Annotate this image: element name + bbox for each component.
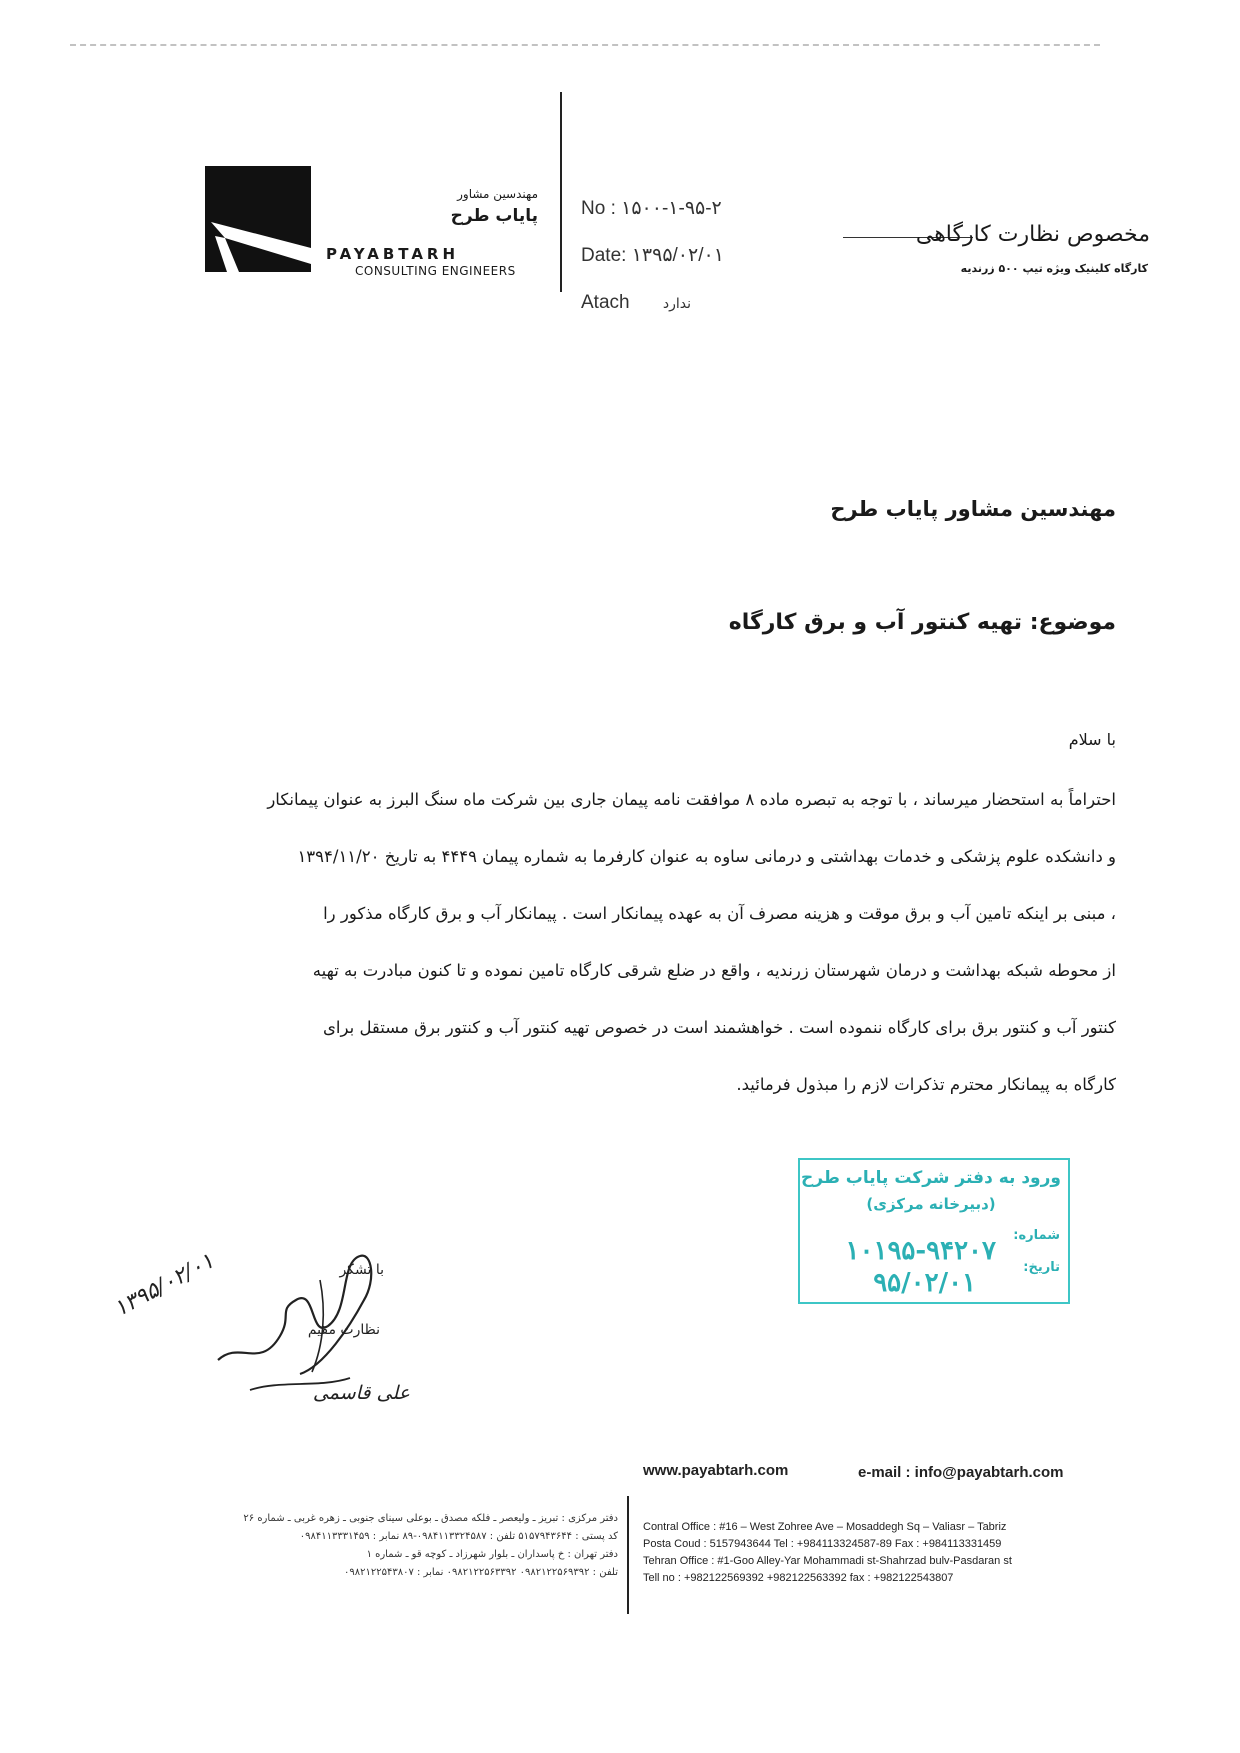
letter-number-label: No : — [581, 198, 616, 219]
footer-address-en-line: Tehran Office : #1-Goo Alley-Yar Mohammadi st-Shahrzad bulv-Pasdaran st — [643, 1555, 1012, 1567]
signature-role: نظارت مقیم — [307, 1322, 380, 1338]
footer-website-link[interactable]: www.payabtarh.com — [643, 1462, 789, 1479]
letter-attach-label: Atach — [581, 292, 630, 313]
salutation: با سلام — [1068, 730, 1116, 749]
signature-scribble-icon — [200, 1240, 400, 1410]
stamp-title: ورود به دفتر شرکت پایاب طرح — [801, 1168, 1061, 1188]
recipient-line: مهندسین مشاور پایاب طرح — [830, 497, 1116, 521]
project-subtitle: کارگاه کلینیک ویژه تیپ ۵۰۰ زرندیه — [960, 262, 1148, 275]
body-line: ، مبنی بر اینکه تامین آب و برق موقت و هزینه مصرف آن به عهده پیمانکار است . پیمانکار آب و برق کارگاه مذکور را — [323, 904, 1116, 923]
footer-email-link[interactable]: e-mail : info@payabtarh.com — [858, 1464, 1064, 1481]
letter-date-row — [581, 244, 724, 267]
stamp-number-value: ۱۰۱۹۵-۹۴۲۰۷ — [845, 1236, 996, 1266]
stamp-number-label: شماره: — [1013, 1228, 1060, 1243]
project-title: مخصوص نظارت کارگاهی — [915, 222, 1150, 247]
body-line: و دانشکده علوم پزشکی و خدمات بهداشتی و درمانی ساوه به عنوان کارفرما به شماره پیمان ۴۴۴۹ به تاریخ ۱۳۹۴/۱۱/۲۰ — [297, 847, 1116, 866]
footer-address-fa-line: تلفن : ۰۹۸۲۱۲۲۵۶۹۳۹۲ ۰۹۸۲۱۲۲۵۶۳۳۹۲ نمابر : ۰۹۸۲۱۲۲۵۴۳۸۰۷ — [344, 1567, 618, 1578]
logo-english-name: PAYABTARH — [326, 245, 460, 263]
logo-english-subtitle: CONSULTING ENGINEERS — [355, 264, 516, 278]
body-line: از محوطه شبکه بهداشت و درمان شهرستان زرندیه ، واقع در ضلع شرقی کارگاه تامین نموده و تا کنون مبادرت به تهیه — [312, 961, 1116, 980]
body-line: کارگاه به پیمانکار محترم تذکرات لازم را مبذول فرمائید. — [736, 1075, 1116, 1094]
footer-address-en-line: Contral Office : #16 – West Zohree Ave – Mosaddegh Sq – Valiasr – Tabriz — [643, 1521, 1007, 1533]
signature-name: علی قاسمی — [312, 1382, 410, 1404]
footer-address-fa-line: دفتر تهران : خ پاسداران ـ بلوار شهرزاد ـ کوچه قو ـ شماره ۱ — [366, 1549, 618, 1560]
subject-line: موضوع: تهیه کنتور آب و برق کارگاه — [728, 610, 1116, 635]
stamp-date-value: ۹۵/۰۲/۰۱ — [873, 1268, 976, 1298]
header-divider — [560, 92, 562, 292]
registry-stamp — [798, 1158, 1070, 1304]
stamp-subtitle: (دبیرخانه مرکزی) — [866, 1195, 996, 1213]
footer-address-en-line: Posta Coud : 5157943644 Tel : +984113324587-89 Fax : +984113331459 — [643, 1538, 1002, 1550]
footer-address-fa-line: دفتر مرکزی : تبریز ـ ولیعصر ـ فلکه مصدق ـ بوعلی سینای جنوبی ـ زهره غربی ـ شماره ۲۶ — [243, 1513, 618, 1524]
footer-divider — [627, 1496, 629, 1614]
footer-address-fa-line: کد پستی : ۵۱۵۷۹۴۳۶۴۴ تلفن : ۰۹۸۴۱۱۳۳۲۴۵۸۷-۸۹ نمابر : ۰۹۸۴۱۱۳۳۳۱۴۵۹ — [299, 1531, 618, 1542]
letter-date-value: ۱۳۹۵/۰۲/۰۱ — [631, 245, 724, 266]
payabtarh-logo-icon — [205, 166, 311, 272]
footer-address-en-line: Tell no : +982122569392 +982122563392 fax : +982122543807 — [643, 1572, 954, 1584]
letter-attach-value: ندارد — [662, 296, 692, 312]
body-line: کنتور آب و کنتور برق برای کارگاه ننموده است . خواهشمند است در خصوص تهیه کنتور آب و کنتور برق مستقل برای — [323, 1018, 1116, 1037]
letter-date-label: Date: — [581, 245, 627, 266]
logo-persian-name: پایاب طرح — [450, 206, 538, 226]
letter-number-row — [581, 197, 722, 220]
top-scan-rule — [70, 44, 1100, 46]
logo-persian-subtitle: مهندسین مشاور — [457, 187, 538, 201]
signature-closing: با تشکر — [339, 1262, 384, 1278]
letter-attach-row — [581, 292, 691, 314]
body-line: احتراماً به استحضار میرساند ، با توجه به تبصره ماده ۸ موافقت نامه پیمان جاری بین شرکت ماه سنگ البرز به عنوان پیمانکار — [267, 790, 1116, 809]
letter-number-value: ۱۵۰۰-۱-۹۵-۲ — [621, 198, 722, 219]
handwritten-date: ۱۳۹۵/۰۲/۰۱ — [110, 1248, 219, 1323]
stamp-date-label: تاریخ: — [1023, 1260, 1060, 1275]
